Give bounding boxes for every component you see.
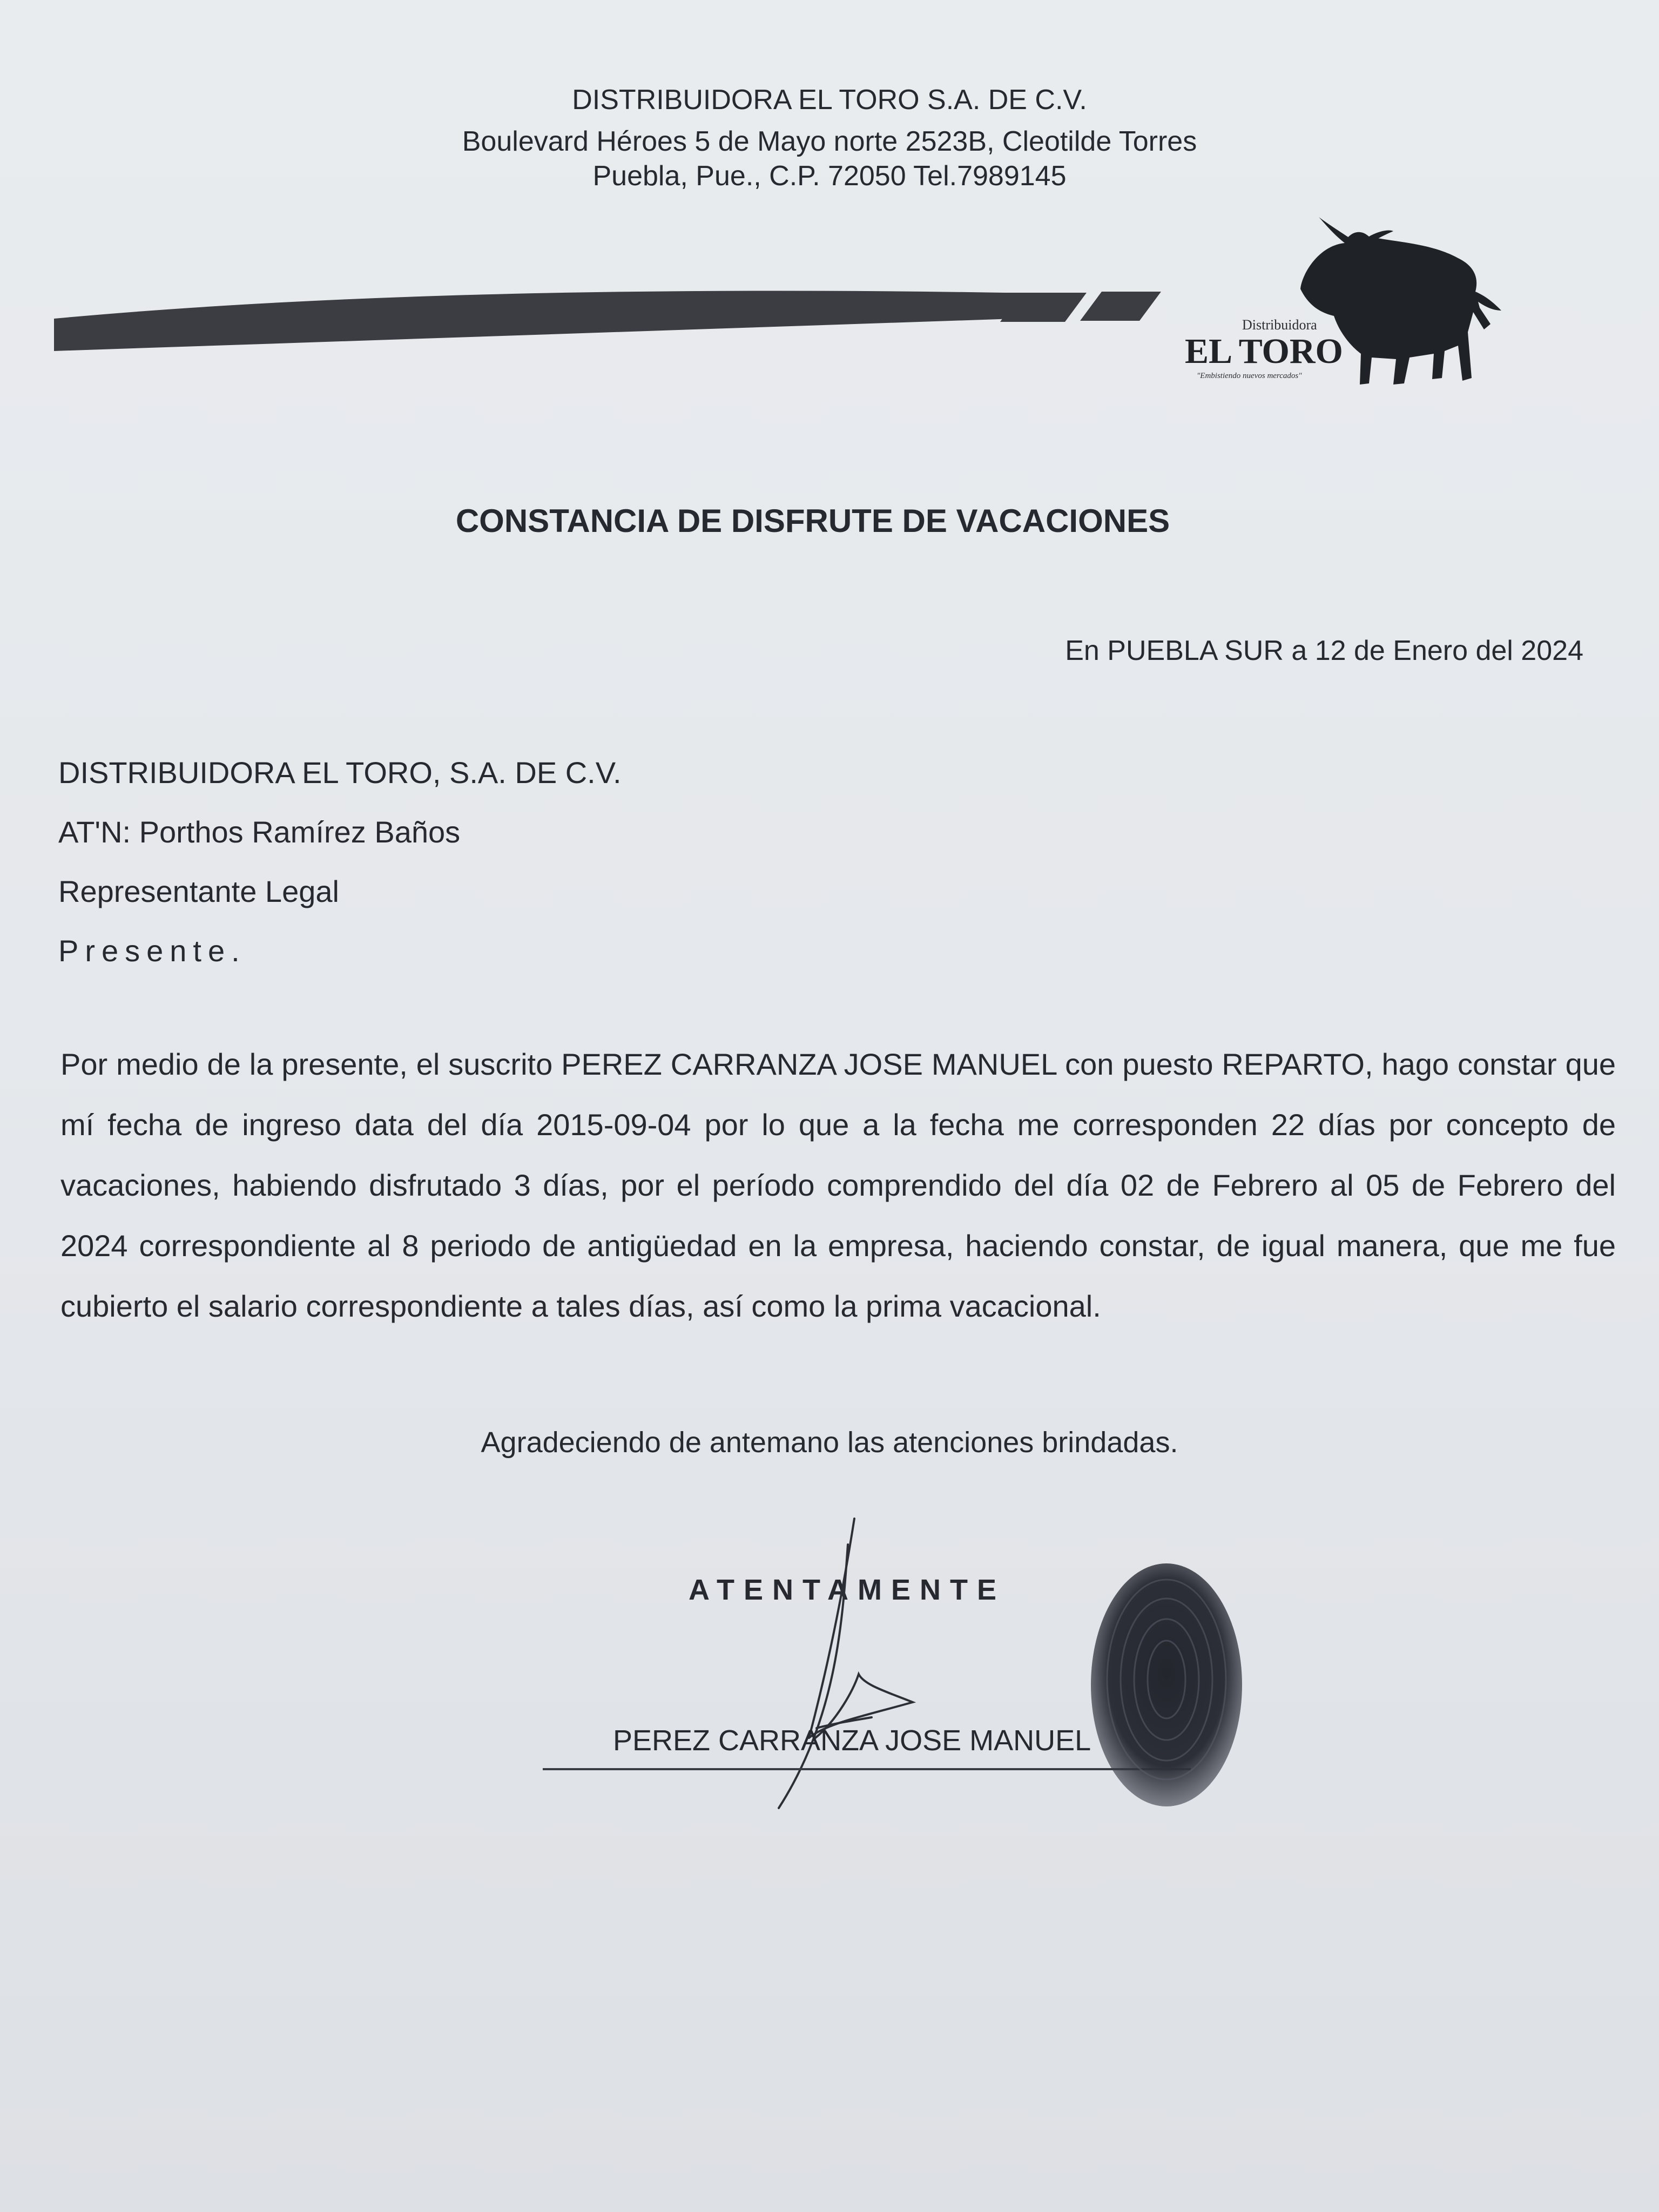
letterhead-address-line-1: Boulevard Héroes 5 de Mayo norte 2523B, Cleotilde Torres	[462, 126, 1197, 157]
atentamente-salutation: ATENTAMENTE	[689, 1574, 1006, 1606]
fingerprint-icon	[1080, 1555, 1253, 1815]
closing-line: Agradeciendo de antemano las atenciones brindadas.	[481, 1426, 1178, 1459]
recipient-attention: AT'N: Porthos Ramírez Baños	[58, 815, 461, 849]
logo-main-text: EL TORO	[1185, 332, 1343, 371]
body-paragraph: Por medio de la presente, el suscrito PEREZ CARRANZA JOSE MANUEL con puesto REPARTO, hago constar que mí fecha de ingreso data del día 2015-09-04 por lo que a la fecha me corresponden 22 días por concepto de vacaciones, habiendo disfrutado 3 días, por el período comprendido del día 02 de Febrero al 05 de Febrero del 2024 correspondiente al 8 periodo de antigüedad en la empresa, haciendo constar, de igual manera, que me fue cubierto el salario correspondiente a tales días, así como la prima vacacional.	[60, 1047, 1616, 1323]
document-title: CONSTANCIA DE DISFRUTE DE VACACIONES	[455, 503, 1170, 539]
letterhead-stripe	[54, 281, 1166, 362]
recipient-role: Representante Legal	[58, 874, 339, 908]
logo-small-text: Distribuidora	[1242, 317, 1317, 333]
logo-tagline: "Embistiendo nuevos mercados"	[1197, 372, 1302, 380]
recipient-company: DISTRIBUIDORA EL TORO, S.A. DE C.V.	[58, 756, 622, 790]
signer-name: PEREZ CARRANZA JOSE MANUEL	[613, 1724, 1091, 1757]
letterhead-address-line-2: Puebla, Pue., C.P. 72050 Tel.7989145	[592, 160, 1067, 192]
place-date: En PUEBLA SUR a 12 de Enero del 2024	[1065, 635, 1583, 666]
el-toro-logo	[1177, 216, 1512, 400]
recipient-presente: Presente.	[58, 934, 246, 968]
letterhead-company: DISTRIBUIDORA EL TORO S.A. DE C.V.	[572, 84, 1087, 116]
